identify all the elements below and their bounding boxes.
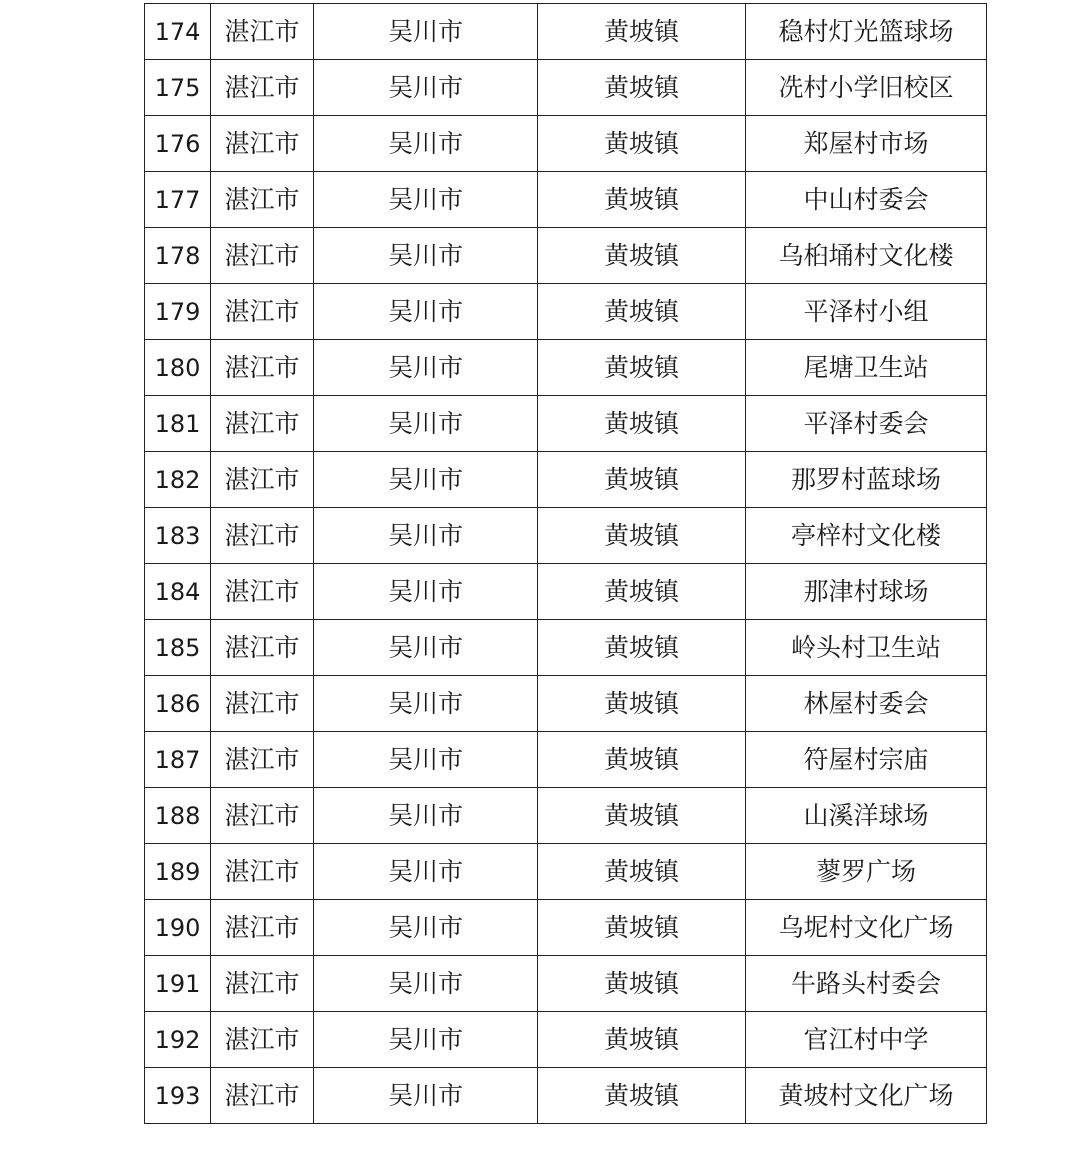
- row-number-cell: 176: [145, 116, 211, 172]
- table-row: [145, 900, 987, 956]
- table-body: [145, 4, 987, 1124]
- row-number-cell: 190: [145, 900, 211, 956]
- row-number-cell: 178: [145, 228, 211, 284]
- site-cell: 山溪洋球场: [746, 788, 987, 844]
- table-row: [145, 228, 987, 284]
- city-cell: 湛江市: [211, 956, 314, 1012]
- city-cell: 湛江市: [211, 676, 314, 732]
- town-cell: 黄坡镇: [538, 676, 746, 732]
- row-number-cell: 193: [145, 1068, 211, 1124]
- site-cell: 乌坭村文化广场: [746, 900, 987, 956]
- town-cell: 黄坡镇: [538, 620, 746, 676]
- site-cell: 乌桕埇村文化楼: [746, 228, 987, 284]
- site-cell: 稳村灯光篮球场: [746, 4, 987, 60]
- row-number-cell: 184: [145, 564, 211, 620]
- city-cell: 湛江市: [211, 1068, 314, 1124]
- city-cell: 湛江市: [211, 732, 314, 788]
- city-cell: 湛江市: [211, 788, 314, 844]
- city-cell: 湛江市: [211, 1012, 314, 1068]
- town-cell: 黄坡镇: [538, 564, 746, 620]
- site-cell: 蓼罗广场: [746, 844, 987, 900]
- row-number-cell: 188: [145, 788, 211, 844]
- county-cell: 吴川市: [314, 956, 538, 1012]
- town-cell: 黄坡镇: [538, 396, 746, 452]
- city-cell: 湛江市: [211, 508, 314, 564]
- county-cell: 吴川市: [314, 620, 538, 676]
- site-cell: 牛路头村委会: [746, 956, 987, 1012]
- table-row: [145, 116, 987, 172]
- row-number-cell: 181: [145, 396, 211, 452]
- city-cell: 湛江市: [211, 564, 314, 620]
- town-cell: 黄坡镇: [538, 508, 746, 564]
- town-cell: 黄坡镇: [538, 788, 746, 844]
- table-row: [145, 788, 987, 844]
- town-cell: 黄坡镇: [538, 900, 746, 956]
- county-cell: 吴川市: [314, 340, 538, 396]
- site-cell: 冼村小学旧校区: [746, 60, 987, 116]
- table-row: [145, 956, 987, 1012]
- town-cell: 黄坡镇: [538, 4, 746, 60]
- city-cell: 湛江市: [211, 620, 314, 676]
- county-cell: 吴川市: [314, 844, 538, 900]
- table-row: [145, 1012, 987, 1068]
- site-cell: 官江村中学: [746, 1012, 987, 1068]
- site-cell: 岭头村卫生站: [746, 620, 987, 676]
- site-cell: 郑屋村市场: [746, 116, 987, 172]
- row-number-cell: 187: [145, 732, 211, 788]
- site-cell: 符屋村宗庙: [746, 732, 987, 788]
- table-row: [145, 396, 987, 452]
- town-cell: 黄坡镇: [538, 1012, 746, 1068]
- town-cell: 黄坡镇: [538, 228, 746, 284]
- city-cell: 湛江市: [211, 228, 314, 284]
- town-cell: 黄坡镇: [538, 452, 746, 508]
- county-cell: 吴川市: [314, 228, 538, 284]
- county-cell: 吴川市: [314, 1068, 538, 1124]
- table-row: [145, 620, 987, 676]
- table-row: [145, 676, 987, 732]
- table-row: [145, 284, 987, 340]
- town-cell: 黄坡镇: [538, 340, 746, 396]
- county-cell: 吴川市: [314, 396, 538, 452]
- row-number-cell: 179: [145, 284, 211, 340]
- town-cell: 黄坡镇: [538, 844, 746, 900]
- row-number-cell: 191: [145, 956, 211, 1012]
- county-cell: 吴川市: [314, 4, 538, 60]
- town-cell: 黄坡镇: [538, 956, 746, 1012]
- city-cell: 湛江市: [211, 900, 314, 956]
- row-number-cell: 174: [145, 4, 211, 60]
- city-cell: 湛江市: [211, 4, 314, 60]
- table-row: [145, 452, 987, 508]
- row-number-cell: 175: [145, 60, 211, 116]
- county-cell: 吴川市: [314, 788, 538, 844]
- county-cell: 吴川市: [314, 732, 538, 788]
- site-cell: 平泽村委会: [746, 396, 987, 452]
- table-row: [145, 340, 987, 396]
- town-cell: 黄坡镇: [538, 732, 746, 788]
- county-cell: 吴川市: [314, 116, 538, 172]
- city-cell: 湛江市: [211, 60, 314, 116]
- county-cell: 吴川市: [314, 60, 538, 116]
- site-cell: 那津村球场: [746, 564, 987, 620]
- table-row: [145, 60, 987, 116]
- row-number-cell: 183: [145, 508, 211, 564]
- table-row: [145, 1068, 987, 1124]
- site-cell: 那罗村蓝球场: [746, 452, 987, 508]
- row-number-cell: 182: [145, 452, 211, 508]
- town-cell: 黄坡镇: [538, 172, 746, 228]
- town-cell: 黄坡镇: [538, 1068, 746, 1124]
- county-cell: 吴川市: [314, 1012, 538, 1068]
- town-cell: 黄坡镇: [538, 284, 746, 340]
- row-number-cell: 177: [145, 172, 211, 228]
- row-number-cell: 192: [145, 1012, 211, 1068]
- table-row: [145, 4, 987, 60]
- site-cell: 黄坡村文化广场: [746, 1068, 987, 1124]
- site-list-table: [144, 3, 987, 1124]
- site-cell: 尾塘卫生站: [746, 340, 987, 396]
- city-cell: 湛江市: [211, 340, 314, 396]
- city-cell: 湛江市: [211, 844, 314, 900]
- town-cell: 黄坡镇: [538, 60, 746, 116]
- table-row: [145, 732, 987, 788]
- row-number-cell: 185: [145, 620, 211, 676]
- county-cell: 吴川市: [314, 172, 538, 228]
- county-cell: 吴川市: [314, 284, 538, 340]
- county-cell: 吴川市: [314, 508, 538, 564]
- county-cell: 吴川市: [314, 900, 538, 956]
- row-number-cell: 186: [145, 676, 211, 732]
- table-row: [145, 844, 987, 900]
- county-cell: 吴川市: [314, 564, 538, 620]
- site-cell: 林屋村委会: [746, 676, 987, 732]
- table-row: [145, 564, 987, 620]
- site-cell: 平泽村小组: [746, 284, 987, 340]
- city-cell: 湛江市: [211, 396, 314, 452]
- table-row: [145, 172, 987, 228]
- city-cell: 湛江市: [211, 284, 314, 340]
- town-cell: 黄坡镇: [538, 116, 746, 172]
- county-cell: 吴川市: [314, 676, 538, 732]
- row-number-cell: 189: [145, 844, 211, 900]
- county-cell: 吴川市: [314, 452, 538, 508]
- table-row: [145, 508, 987, 564]
- site-cell: 亭梓村文化楼: [746, 508, 987, 564]
- city-cell: 湛江市: [211, 172, 314, 228]
- site-cell: 中山村委会: [746, 172, 987, 228]
- city-cell: 湛江市: [211, 452, 314, 508]
- city-cell: 湛江市: [211, 116, 314, 172]
- row-number-cell: 180: [145, 340, 211, 396]
